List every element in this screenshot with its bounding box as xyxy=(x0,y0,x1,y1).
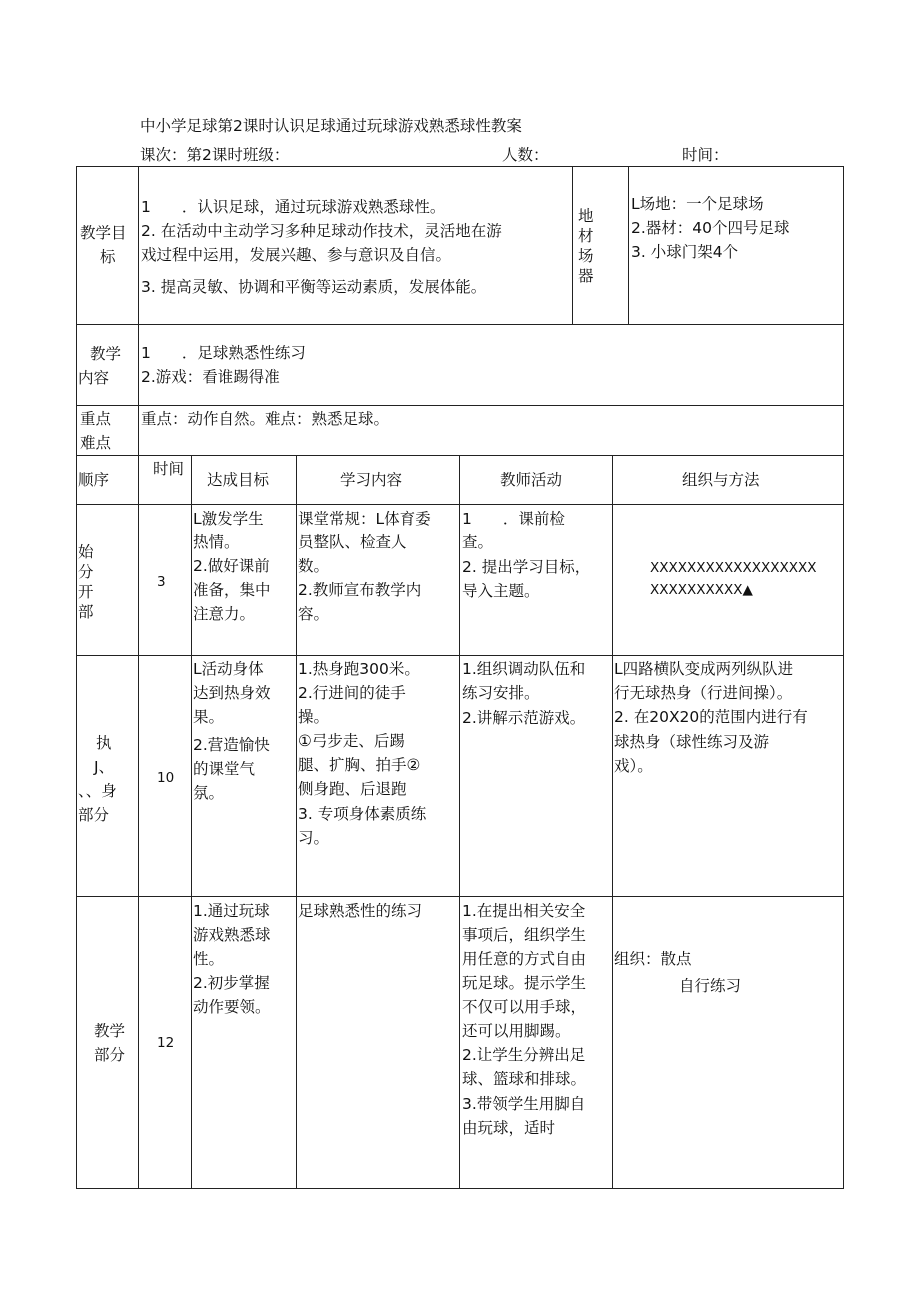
teacher-line: 3.带领学生用脚自 xyxy=(462,1095,586,1113)
org-line: 2. 在20X20的范围内进行有 xyxy=(614,708,808,726)
goal-line: 性。 xyxy=(193,950,225,968)
goal-line: 动作要领。 xyxy=(193,998,271,1016)
teacher-line: 1 ．课前检 xyxy=(462,510,565,528)
goal-line: 氛。 xyxy=(193,784,225,802)
objective-item: 3. 提高灵敏、协调和平衡等运动素质，发展体能。 xyxy=(141,278,487,296)
header-org: 组织与方法 xyxy=(682,471,760,489)
venue-label: 器 xyxy=(578,267,594,285)
teacher-line: 查。 xyxy=(462,533,494,551)
teacher-line: 1.组织调动队伍和 xyxy=(462,660,586,678)
header-teacher: 教师活动 xyxy=(500,471,563,489)
objective-item: 1 ．认识足球，通过玩球游戏熟悉球性。 xyxy=(141,198,446,216)
goal-line: 达到热身效 xyxy=(193,684,271,702)
teacher-line: 2. 提出学习目标， xyxy=(462,558,591,576)
student-count-label: 人数： xyxy=(502,146,549,164)
goal-line: 果。 xyxy=(193,708,225,726)
row-time: 3 xyxy=(157,574,166,590)
teacher-line: 还可以用脚踢。 xyxy=(462,1022,571,1040)
study-line: 腿、扩胸、拍手② xyxy=(298,756,421,774)
row-label: 教学 xyxy=(94,1022,126,1040)
venue-item: L场地：一个足球场 xyxy=(631,195,764,213)
teacher-line: 玩足球。提示学生 xyxy=(462,974,587,992)
org-line: 戏）。 xyxy=(614,757,653,775)
study-line: 3. 专项身体素质练 xyxy=(298,805,427,823)
teacher-line: 用任意的方式自由 xyxy=(462,950,587,968)
formation-line: XXXXXXXXXX▲ xyxy=(650,582,753,598)
lesson-class-label: 课次：第2课时班级： xyxy=(140,146,290,164)
study-line: 2.行进间的徒手 xyxy=(298,684,406,702)
venue-label: 地 xyxy=(578,207,594,225)
teacher-line: 练习安排。 xyxy=(462,684,540,702)
row-label: J、 xyxy=(94,758,115,776)
venue-label: 场 xyxy=(578,247,594,265)
content-label: 教学 xyxy=(90,345,122,363)
row-label: 开 xyxy=(78,583,94,601)
teacher-line: 球、篮球和排球。 xyxy=(462,1070,587,1088)
objectives-label-2: 标 xyxy=(100,248,116,266)
time-label: 时间： xyxy=(682,146,729,164)
teacher-line: 2.讲解示范游戏。 xyxy=(462,709,586,727)
header-order: 顺序 xyxy=(78,471,110,489)
row-label: 部分 xyxy=(78,806,110,824)
org-line: 组织：散点 xyxy=(614,950,692,968)
row-label: 、、身 xyxy=(78,782,117,800)
org-line: 行无球热身（行进间操）。 xyxy=(614,684,793,702)
org-line: L四路横队变成两列纵队进 xyxy=(614,660,794,678)
row-label: 始 xyxy=(78,543,94,561)
row-label: 执 xyxy=(96,734,112,752)
study-line: 员整队、检查人 xyxy=(298,533,407,551)
goal-line: 的课堂气 xyxy=(193,760,256,778)
header-goal: 达成目标 xyxy=(207,471,270,489)
org-line: 自行练习 xyxy=(679,977,742,995)
org-line: 球热身（球性练习及游 xyxy=(614,733,770,751)
row-label: 部 xyxy=(78,603,94,621)
teacher-line: 由玩球，适时 xyxy=(462,1119,556,1137)
teacher-line: 导入主题。 xyxy=(462,582,540,600)
page-title: 中小学足球第2课时认识足球通过玩球游戏熟悉球性教案 xyxy=(140,117,522,135)
key-points-text: 重点：动作自然。难点：熟悉足球。 xyxy=(141,410,390,428)
study-line: 操。 xyxy=(298,708,330,726)
study-line: ①弓步走、后踢 xyxy=(298,732,405,750)
goal-line: 1.通过玩球 xyxy=(193,902,270,920)
goal-line: 游戏熟悉球 xyxy=(193,926,271,944)
goal-line: 2.初步掌握 xyxy=(193,974,270,992)
goal-line: 2.营造愉快 xyxy=(193,736,270,754)
goal-line: 热情。 xyxy=(193,533,240,551)
header-time: 时间 xyxy=(153,460,185,478)
study-line: 1.热身跑300米。 xyxy=(298,660,420,678)
teacher-line: 不仅可以用手球， xyxy=(462,998,587,1016)
content-item: 1 ．足球熟悉性练习 xyxy=(141,344,306,362)
row-label: 分 xyxy=(78,563,94,581)
row-time: 10 xyxy=(157,770,175,786)
study-line: 数。 xyxy=(298,557,330,575)
content-item: 2.游戏：看谁踢得准 xyxy=(141,368,280,386)
row-time: 12 xyxy=(157,1035,175,1051)
formation-line: XXXXXXXXXXXXXXXXXX xyxy=(650,560,817,576)
goal-line: L激发学生 xyxy=(193,510,264,528)
teacher-line: 事项后，组织学生 xyxy=(462,926,587,944)
teacher-line: 1.在提出相关安全 xyxy=(462,902,586,920)
objective-item: 2. 在活动中主动学习多种足球动作技术，灵活地在游 xyxy=(141,222,502,240)
venue-label: 材 xyxy=(578,227,594,245)
header-study: 学习内容 xyxy=(340,471,403,489)
row-label: 部分 xyxy=(94,1046,126,1064)
objective-item: 戏过程中运用，发展兴趣、参与意识及自信。 xyxy=(141,246,452,264)
goal-line: 准备，集中 xyxy=(193,581,271,599)
goal-line: 注意力。 xyxy=(193,605,256,623)
venue-item: 2.器材：40个四号足球 xyxy=(631,219,790,237)
teacher-line: 2.让学生分辨出足 xyxy=(462,1046,586,1064)
content-label-2: 内容 xyxy=(78,369,110,387)
key-points-label-2: 难点 xyxy=(80,434,112,452)
study-line: 2.教师宣布教学内 xyxy=(298,581,422,599)
study-line: 课堂常规：L体育委 xyxy=(298,510,431,528)
key-points-label: 重点 xyxy=(80,410,112,428)
study-line: 习。 xyxy=(298,829,330,847)
goal-line: 2.做好课前 xyxy=(193,557,270,575)
study-line: 侧身跑、后退跑 xyxy=(298,780,407,798)
objectives-label: 教学目 xyxy=(80,224,127,242)
study-line: 足球熟悉性的练习 xyxy=(298,902,423,920)
goal-line: L活动身体 xyxy=(193,660,264,678)
venue-item: 3. 小球门架4个 xyxy=(631,243,739,261)
study-line: 容。 xyxy=(298,605,330,623)
